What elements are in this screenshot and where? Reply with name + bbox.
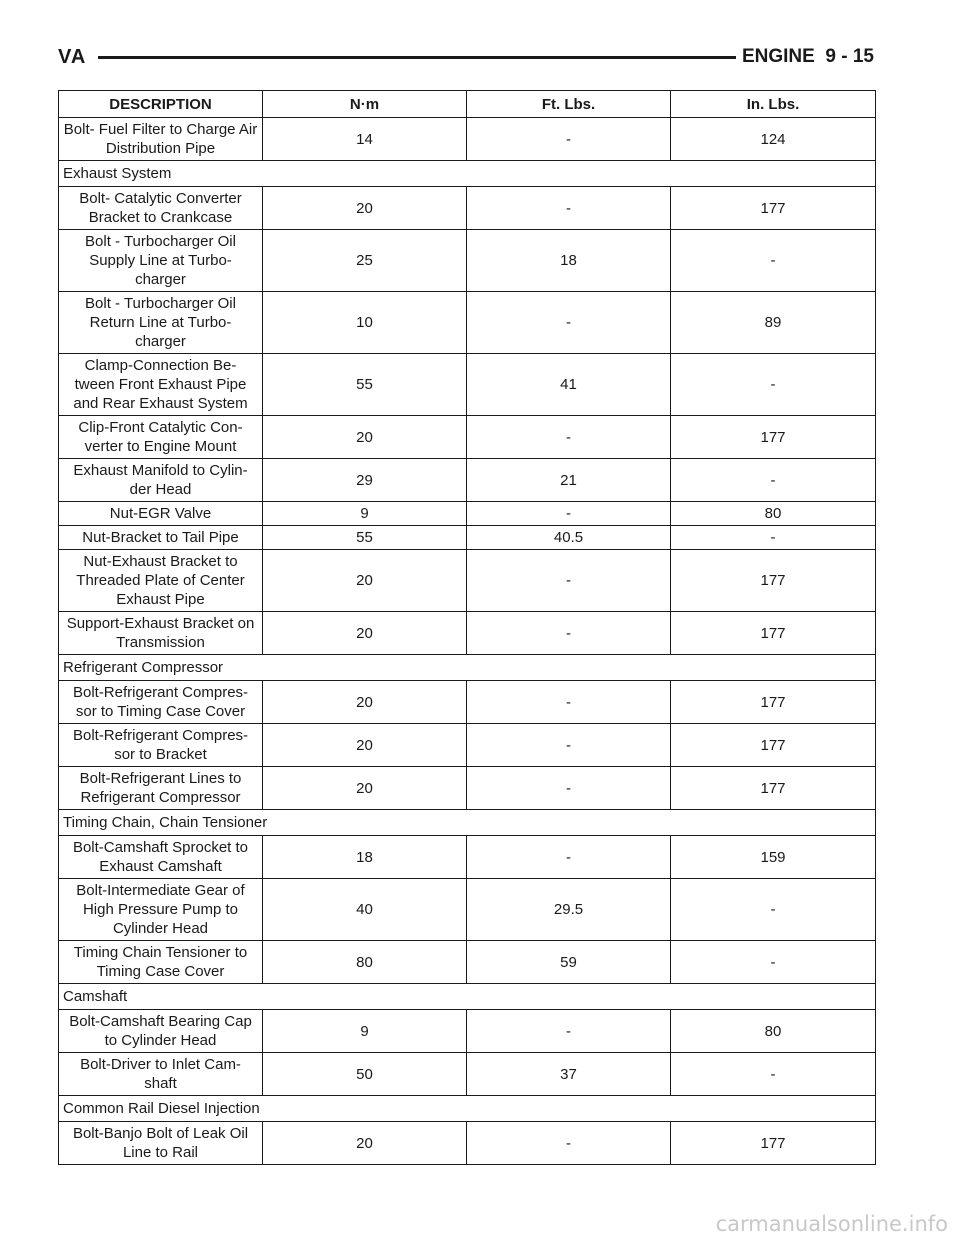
cell-nm: 55: [263, 526, 467, 550]
cell-ft-lbs: -: [467, 118, 671, 161]
cell-ft-lbs: -: [467, 724, 671, 767]
header-rule: [98, 56, 736, 59]
cell-nm: 25: [263, 230, 467, 292]
cell-description: Support-Exhaust Bracket on Transmission: [59, 612, 263, 655]
cell-ft-lbs: -: [467, 1010, 671, 1053]
column-header-ft-lbs: Ft. Lbs.: [467, 91, 671, 118]
cell-in-lbs: 159: [671, 836, 876, 879]
cell-in-lbs: -: [671, 941, 876, 984]
column-header-nm: N·m: [263, 91, 467, 118]
section-row: [59, 161, 876, 187]
cell-ft-lbs: 18: [467, 230, 671, 292]
cell-nm: 20: [263, 1122, 467, 1165]
section-heading: Common Rail Diesel Injection: [59, 1096, 876, 1122]
cell-description: Clamp-Connection Be- tween Front Exhaust Pipe and Rear Exhaust System: [59, 354, 263, 416]
cell-nm: 9: [263, 502, 467, 526]
table-row: [59, 681, 876, 724]
cell-description: Bolt-Driver to Inlet Cam- shaft: [59, 1053, 263, 1096]
table-row: [59, 187, 876, 230]
cell-in-lbs: -: [671, 879, 876, 941]
cell-description: Timing Chain Tensioner to Timing Case Cover: [59, 941, 263, 984]
cell-in-lbs: 177: [671, 416, 876, 459]
table-row: [59, 459, 876, 502]
cell-description: Nut-EGR Valve: [59, 502, 263, 526]
cell-in-lbs: 89: [671, 292, 876, 354]
cell-ft-lbs: -: [467, 836, 671, 879]
page-number: 9 - 15: [825, 46, 874, 67]
cell-in-lbs: 177: [671, 724, 876, 767]
table-row: [59, 292, 876, 354]
cell-ft-lbs: -: [467, 681, 671, 724]
cell-in-lbs: 124: [671, 118, 876, 161]
cell-nm: 55: [263, 354, 467, 416]
table-row: [59, 502, 876, 526]
table-row: [59, 1053, 876, 1096]
cell-nm: 50: [263, 1053, 467, 1096]
section-heading: Refrigerant Compressor: [59, 655, 876, 681]
cell-in-lbs: 177: [671, 1122, 876, 1165]
cell-ft-lbs: 59: [467, 941, 671, 984]
table-row: [59, 230, 876, 292]
cell-in-lbs: -: [671, 1053, 876, 1096]
section-heading: Exhaust System: [59, 161, 876, 187]
cell-in-lbs: -: [671, 230, 876, 292]
cell-nm: 40: [263, 879, 467, 941]
cell-ft-lbs: -: [467, 612, 671, 655]
cell-description: Bolt- Fuel Filter to Charge Air Distribution Pipe: [59, 118, 263, 161]
cell-ft-lbs: 41: [467, 354, 671, 416]
cell-ft-lbs: 37: [467, 1053, 671, 1096]
column-header-description: DESCRIPTION: [59, 91, 263, 118]
cell-ft-lbs: 21: [467, 459, 671, 502]
cell-description: Bolt-Refrigerant Compres- sor to Bracket: [59, 724, 263, 767]
cell-ft-lbs: -: [467, 416, 671, 459]
model-code: VA: [58, 46, 87, 68]
cell-nm: 20: [263, 187, 467, 230]
cell-description: Bolt- Catalytic Converter Bracket to Crankcase: [59, 187, 263, 230]
section-title: ENGINE: [741, 46, 815, 67]
table-header-row: [59, 91, 876, 118]
table-row: [59, 550, 876, 612]
table-row: [59, 612, 876, 655]
cell-description: Bolt - Turbocharger Oil Return Line at Turbo- charger: [59, 292, 263, 354]
section-row: [59, 810, 876, 836]
cell-nm: 20: [263, 724, 467, 767]
section-row: [59, 984, 876, 1010]
table-row: [59, 1010, 876, 1053]
table-row: [59, 118, 876, 161]
cell-in-lbs: -: [671, 459, 876, 502]
page-header: [58, 44, 874, 72]
cell-nm: 20: [263, 550, 467, 612]
table-row: [59, 416, 876, 459]
cell-description: Bolt-Intermediate Gear of High Pressure Pump to Cylinder Head: [59, 879, 263, 941]
torque-spec-table: [58, 90, 876, 1165]
table-row: [59, 767, 876, 810]
cell-nm: 18: [263, 836, 467, 879]
cell-nm: 10: [263, 292, 467, 354]
table-row: [59, 836, 876, 879]
section-page: [742, 46, 874, 68]
section-heading: Timing Chain, Chain Tensioner: [59, 810, 876, 836]
cell-ft-lbs: -: [467, 1122, 671, 1165]
cell-nm: 9: [263, 1010, 467, 1053]
table-row: [59, 879, 876, 941]
cell-ft-lbs: -: [467, 550, 671, 612]
cell-description: Bolt-Refrigerant Compres- sor to Timing Case Cover: [59, 681, 263, 724]
cell-ft-lbs: -: [467, 767, 671, 810]
section-row: [59, 655, 876, 681]
cell-nm: 80: [263, 941, 467, 984]
cell-description: Bolt-Camshaft Bearing Cap to Cylinder Head: [59, 1010, 263, 1053]
cell-in-lbs: 177: [671, 767, 876, 810]
cell-in-lbs: -: [671, 526, 876, 550]
table-body: [59, 118, 876, 1165]
cell-description: Nut-Exhaust Bracket to Threaded Plate of Center Exhaust Pipe: [59, 550, 263, 612]
cell-in-lbs: 177: [671, 550, 876, 612]
cell-ft-lbs: -: [467, 187, 671, 230]
cell-description: Bolt-Banjo Bolt of Leak Oil Line to Rail: [59, 1122, 263, 1165]
cell-in-lbs: 177: [671, 187, 876, 230]
cell-description: Bolt-Camshaft Sprocket to Exhaust Camshaft: [59, 836, 263, 879]
cell-nm: 20: [263, 612, 467, 655]
cell-nm: 29: [263, 459, 467, 502]
table-row: [59, 941, 876, 984]
cell-nm: 20: [263, 767, 467, 810]
column-header-in-lbs: In. Lbs.: [671, 91, 876, 118]
cell-in-lbs: 177: [671, 681, 876, 724]
cell-description: Clip-Front Catalytic Con- verter to Engine Mount: [59, 416, 263, 459]
cell-in-lbs: 80: [671, 1010, 876, 1053]
cell-nm: 20: [263, 681, 467, 724]
cell-description: Bolt-Refrigerant Lines to Refrigerant Compressor: [59, 767, 263, 810]
cell-ft-lbs: 29.5: [467, 879, 671, 941]
section-row: [59, 1096, 876, 1122]
cell-in-lbs: 80: [671, 502, 876, 526]
cell-in-lbs: 177: [671, 612, 876, 655]
cell-nm: 20: [263, 416, 467, 459]
cell-description: Exhaust Manifold to Cylin- der Head: [59, 459, 263, 502]
cell-nm: 14: [263, 118, 467, 161]
table-row: [59, 1122, 876, 1165]
cell-ft-lbs: -: [467, 502, 671, 526]
table-row: [59, 526, 876, 550]
cell-description: Nut-Bracket to Tail Pipe: [59, 526, 263, 550]
cell-ft-lbs: 40.5: [467, 526, 671, 550]
table-row: [59, 354, 876, 416]
cell-ft-lbs: -: [467, 292, 671, 354]
section-heading: Camshaft: [59, 984, 876, 1010]
watermark: carmanualsonline.info: [715, 1212, 948, 1236]
cell-in-lbs: -: [671, 354, 876, 416]
table-row: [59, 724, 876, 767]
cell-description: Bolt - Turbocharger Oil Supply Line at Turbo- charger: [59, 230, 263, 292]
